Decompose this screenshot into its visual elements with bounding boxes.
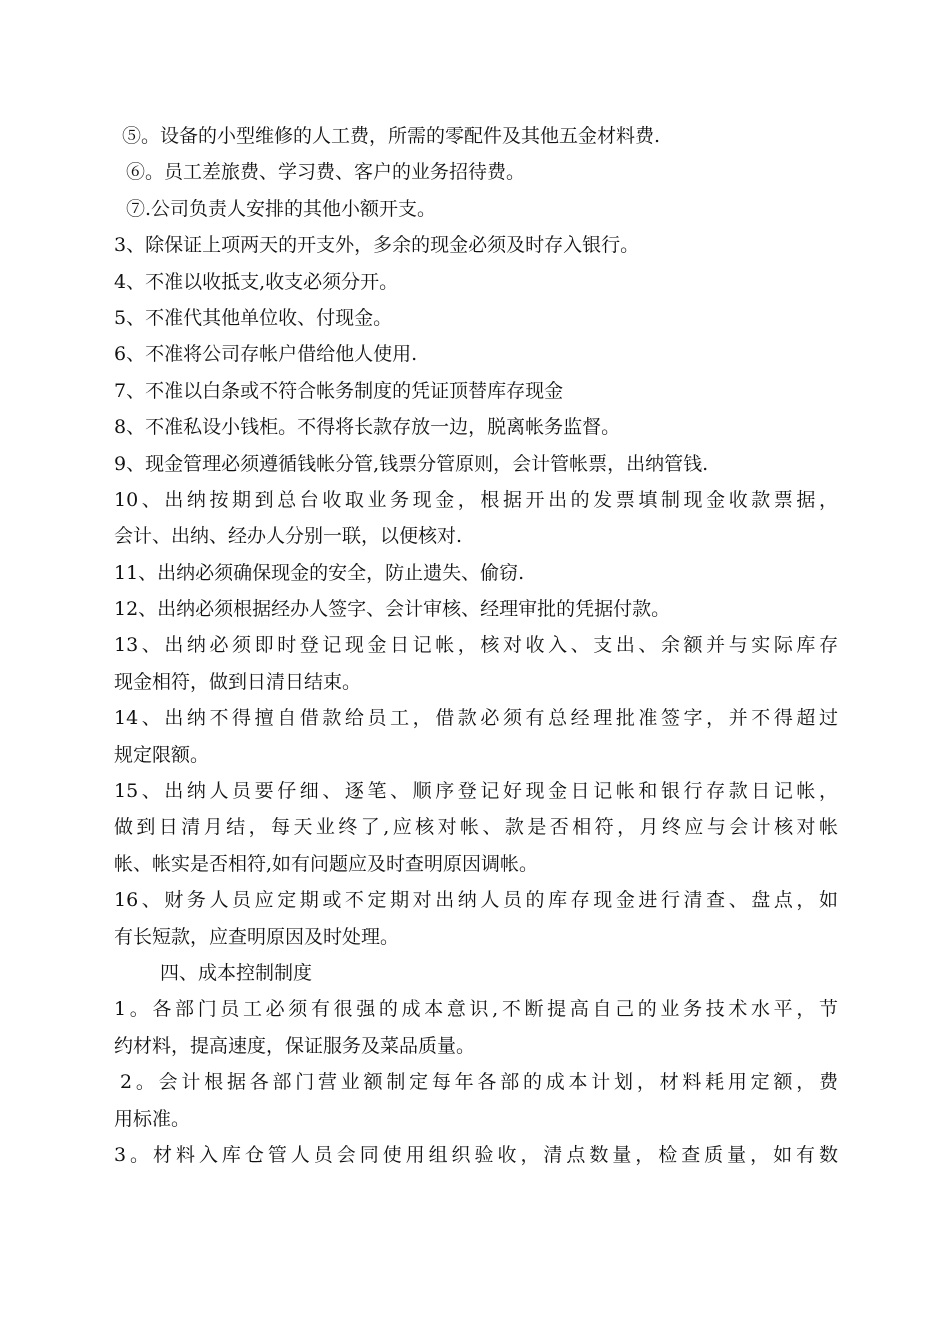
paragraph-line: ⑥。员工差旅费、学习费、客户的业务招待费。 — [126, 161, 526, 184]
paragraph-line: 13、出纳必须即时登记现金日记帐，核对收入、支出、余额并与实际库存 — [114, 634, 838, 657]
paragraph-line: 14、出纳不得擅自借款给员工，借款必须有总经理批准签字，并不得超过 — [114, 707, 838, 730]
paragraph-line: 5、不准代其他单位收、付现金。 — [114, 306, 393, 329]
paragraph-line: 11、出纳必须确保现金的安全，防止遗失、偷窃. — [114, 561, 525, 584]
paragraph-line: 有长短款，应查明原因及时处理。 — [114, 925, 400, 948]
paragraph-line: 8、不准私设小钱柜。不得将长款存放一边，脱离帐务监督。 — [114, 416, 621, 439]
paragraph-line: 用标准。 — [114, 1107, 191, 1130]
paragraph-line: 3、除保证上项两天的开支外，多余的现金必须及时存入银行。 — [114, 234, 640, 257]
paragraph-line: 帐、帐实是否相符,如有问题应及时查明原因调帐。 — [114, 852, 539, 875]
paragraph-line: ⑤。设备的小型维修的人工费，所需的零配件及其他五金材料费. — [122, 125, 661, 147]
paragraph-line: 7、不准以白条或不符合帐务制度的凭证顶替库存现金 — [114, 379, 564, 402]
section-heading: 四、成本控制制度 — [160, 961, 313, 984]
document-body — [114, 118, 838, 1173]
paragraph-line: 12、出纳必须根据经办人签字、会计审核、经理审批的凭据付款。 — [114, 598, 671, 621]
paragraph-line: 16、财务人员应定期或不定期对出纳人员的库存现金进行清查、盘点，如 — [114, 889, 838, 912]
paragraph-line: 2。会计根据各部门营业额制定每年各部的成本计划，材料耗用定额，费 — [120, 1071, 838, 1094]
paragraph-line: 6、不准将公司存帐户借给他人使用. — [114, 343, 418, 366]
paragraph-line: 9、现金管理必须遵循钱帐分管,钱票分管原则，会计管帐票，出纳管钱. — [114, 452, 709, 475]
paragraph-line: 4、不准以收抵支,收支必须分开。 — [114, 270, 399, 293]
paragraph-line: 约材料，提高速度，保证服务及菜品质量。 — [114, 1034, 476, 1057]
paragraph-line: 10、出纳按期到总台收取业务现金，根据开出的发票填制现金收款票据， — [114, 488, 838, 511]
paragraph-line: 15、出纳人员要仔细、逐笔、顺序登记好现金日记帐和银行存款日记帐， — [114, 780, 838, 803]
paragraph-line: 现金相符，做到日清日结束。 — [114, 670, 362, 693]
paragraph-line: 会计、出纳、经办人分别一联，以便核对. — [114, 525, 463, 548]
paragraph-line: 3。材料入库仓管人员会同使用组织验收，清点数量，检查质量，如有数 — [114, 1143, 838, 1166]
paragraph-line: 1。各部门员工必须有很强的成本意识,不断提高自己的业务技术水平，节 — [114, 998, 838, 1021]
paragraph-line: 规定限额。 — [114, 743, 210, 766]
paragraph-line: ⑦.公司负责人安排的其他小额开支。 — [126, 197, 437, 220]
paragraph-line: 做到日清月结，每天业终了,应核对帐、款是否相符，月终应与会计核对帐 — [114, 816, 838, 839]
